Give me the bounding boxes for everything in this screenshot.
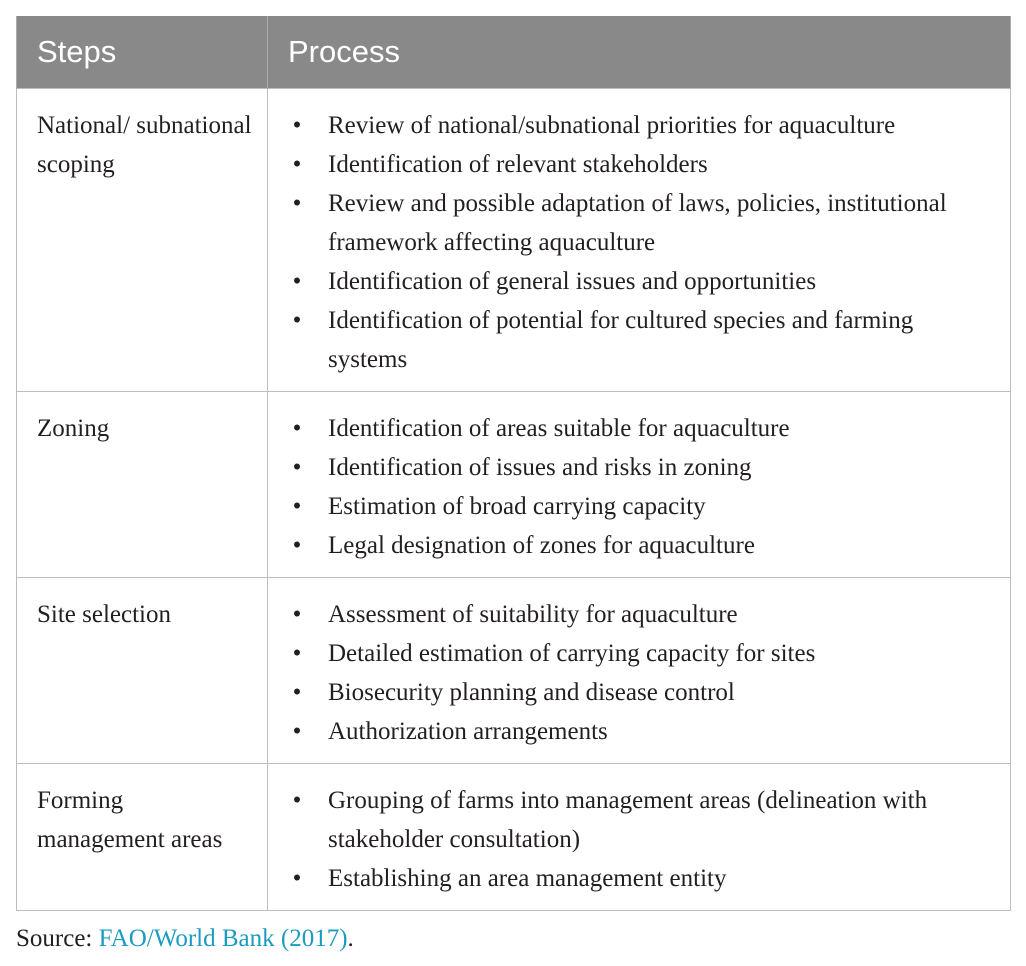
list-item xyxy=(288,106,994,145)
process-cell xyxy=(268,577,1011,763)
list-item-text: Assessment of suitability for aquaculture xyxy=(328,600,738,628)
table-header-row xyxy=(17,16,1011,88)
list-item xyxy=(288,526,994,565)
list-item xyxy=(288,448,994,487)
bullet-icon: • xyxy=(292,678,302,706)
bullet-icon: • xyxy=(292,600,302,628)
source-link[interactable]: FAO/World Bank (2017) xyxy=(98,925,348,952)
list-item-text: Identification of general issues and opportunities xyxy=(328,267,817,295)
bullet-icon: • xyxy=(292,306,302,334)
list-item xyxy=(288,409,994,448)
bullet-icon: • xyxy=(292,111,302,139)
bullet-icon: • xyxy=(292,492,302,520)
step-cell: Forming management areas xyxy=(17,763,268,910)
table-row xyxy=(17,391,1011,577)
header-steps: Steps xyxy=(17,16,268,88)
step-cell: Site selection xyxy=(17,577,268,763)
process-cell xyxy=(268,88,1011,391)
list-item-text: Grouping of farms into management areas (delineation with stakeholder consultation) xyxy=(328,786,928,853)
process-table xyxy=(16,16,1011,911)
process-cell xyxy=(268,391,1011,577)
list-item-text: Identification of issues and risks in zoning xyxy=(328,453,752,481)
bullet-icon: • xyxy=(292,414,302,442)
list-item xyxy=(288,595,994,634)
list-item xyxy=(288,184,994,262)
table-row xyxy=(17,577,1011,763)
table-row xyxy=(17,88,1011,391)
list-item xyxy=(288,859,994,898)
process-list xyxy=(288,409,994,565)
table-row xyxy=(17,763,1011,910)
list-item-text: Identification of areas suitable for aquaculture xyxy=(328,414,790,442)
bullet-icon: • xyxy=(292,864,302,892)
process-list xyxy=(288,595,994,751)
bullet-icon: • xyxy=(292,150,302,178)
bullet-icon: • xyxy=(292,531,302,559)
process-table-container xyxy=(16,16,1010,911)
list-item xyxy=(288,301,994,379)
bullet-icon: • xyxy=(292,717,302,745)
list-item xyxy=(288,712,994,751)
list-item-text: Legal designation of zones for aquaculture xyxy=(328,531,755,559)
list-item-text: Review and possible adaptation of laws, policies, institutional framework affecting aquaculture xyxy=(328,189,947,256)
list-item-text: Detailed estimation of carrying capacity for sites xyxy=(328,639,816,667)
list-item xyxy=(288,145,994,184)
process-cell xyxy=(268,763,1011,910)
table-source-note xyxy=(16,921,354,957)
list-item-text: Review of national/subnational priorities for aquaculture xyxy=(328,111,896,139)
list-item xyxy=(288,673,994,712)
list-item xyxy=(288,487,994,526)
step-cell: Zoning xyxy=(17,391,268,577)
list-item-text: Identification of relevant stakeholders xyxy=(328,150,708,178)
list-item xyxy=(288,262,994,301)
list-item-text: Establishing an area management entity xyxy=(328,864,727,892)
list-item xyxy=(288,781,994,859)
list-item-text: Identification of potential for cultured species and farming systems xyxy=(328,306,914,373)
process-list xyxy=(288,781,994,898)
header-process: Process xyxy=(268,16,1011,88)
step-cell: National/ subnational scoping xyxy=(17,88,268,391)
bullet-icon: • xyxy=(292,267,302,295)
source-label: Source: xyxy=(16,925,99,952)
process-list xyxy=(288,106,994,379)
list-item-text: Biosecurity planning and disease control xyxy=(328,678,735,706)
list-item xyxy=(288,634,994,673)
bullet-icon: • xyxy=(292,639,302,667)
list-item-text: Authorization arrangements xyxy=(328,717,608,745)
source-suffix: . xyxy=(347,925,354,952)
list-item-text: Estimation of broad carrying capacity xyxy=(328,492,706,520)
bullet-icon: • xyxy=(292,453,302,481)
bullet-icon: • xyxy=(292,189,302,217)
bullet-icon: • xyxy=(292,786,302,814)
